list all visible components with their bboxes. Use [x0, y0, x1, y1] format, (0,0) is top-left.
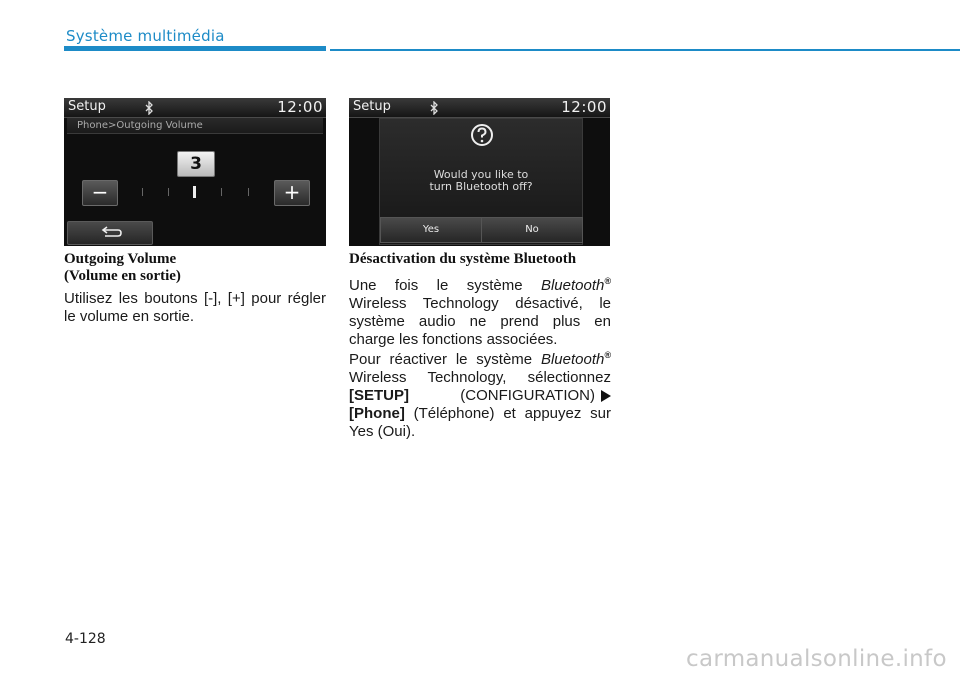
arrow-right-icon: [601, 390, 611, 402]
p1-brand: Bluetooth: [540, 277, 605, 294]
screen-title: Setup: [353, 99, 391, 114]
outgoing-volume-heading: [64, 251, 326, 285]
no-button[interactable]: No: [481, 217, 583, 243]
bluetooth-icon: [144, 101, 154, 115]
p2-end: (Téléphone) et appuyez sur Yes (Oui).: [349, 405, 611, 440]
volume-tick: [168, 188, 169, 196]
volume-tick: [142, 188, 143, 196]
p2-mid: Wireless Technology, sélectionnez: [349, 369, 611, 386]
p2-registered: ®: [604, 350, 611, 360]
outgoing-volume-paragraph: Utilisez les boutons [-], [+] pour régler le volume en sortie.: [64, 290, 326, 325]
section-title: Système multimédia: [66, 27, 225, 45]
breadcrumb: Phone>Outgoing Volume: [67, 118, 323, 134]
back-button[interactable]: [67, 221, 153, 245]
p2-setup-fr: (CONFIGURATION): [409, 387, 595, 404]
screen-topbar: [349, 98, 610, 118]
volume-tick: [221, 188, 222, 196]
question-icon: [470, 123, 494, 147]
bluetooth-off-paragraph-2: [349, 346, 611, 441]
p1-lead: Une fois le système: [349, 277, 541, 294]
header-rule: [330, 49, 960, 51]
bluetooth-off-heading: Désactivation du système Bluetooth: [349, 251, 577, 267]
p2-phone: [Phone]: [349, 405, 405, 422]
volume-screen: [64, 98, 326, 246]
volume-down-button[interactable]: −: [82, 180, 118, 206]
dialog-message: Would you like to turn Bluetooth off?: [429, 168, 533, 193]
confirm-dialog: [379, 118, 583, 245]
watermark: carmanualsonline.info: [686, 646, 947, 672]
screen-clock: 12:00: [561, 98, 607, 116]
heading-line-2: (Volume en sortie): [64, 268, 181, 284]
p2-brand: Bluetooth: [540, 351, 605, 368]
bluetooth-off-paragraph-1: [349, 272, 611, 349]
header-accent-bar: [64, 46, 326, 51]
p1-registered: ®: [604, 276, 611, 286]
yes-button[interactable]: Yes: [380, 217, 482, 243]
bluetooth-screen: [349, 98, 610, 246]
volume-tick-active: [193, 186, 196, 198]
p2-setup: [SETUP]: [349, 387, 409, 404]
volume-tick: [248, 188, 249, 196]
page-number: 4-128: [65, 631, 106, 647]
p1-rest: Wireless Technology désactivé, le système audio ne prend plus en charge les fonctions associées.: [349, 295, 611, 348]
screen-title: Setup: [68, 99, 106, 114]
bluetooth-icon: [429, 101, 439, 115]
volume-up-button[interactable]: +: [274, 180, 310, 206]
screen-clock: 12:00: [277, 98, 323, 116]
screen-topbar: [64, 98, 326, 118]
p2-lead: Pour réactiver le système: [349, 351, 541, 368]
back-arrow-icon: [68, 222, 152, 244]
volume-value: 3: [177, 151, 215, 177]
heading-line-1: Outgoing Volume: [64, 251, 177, 267]
